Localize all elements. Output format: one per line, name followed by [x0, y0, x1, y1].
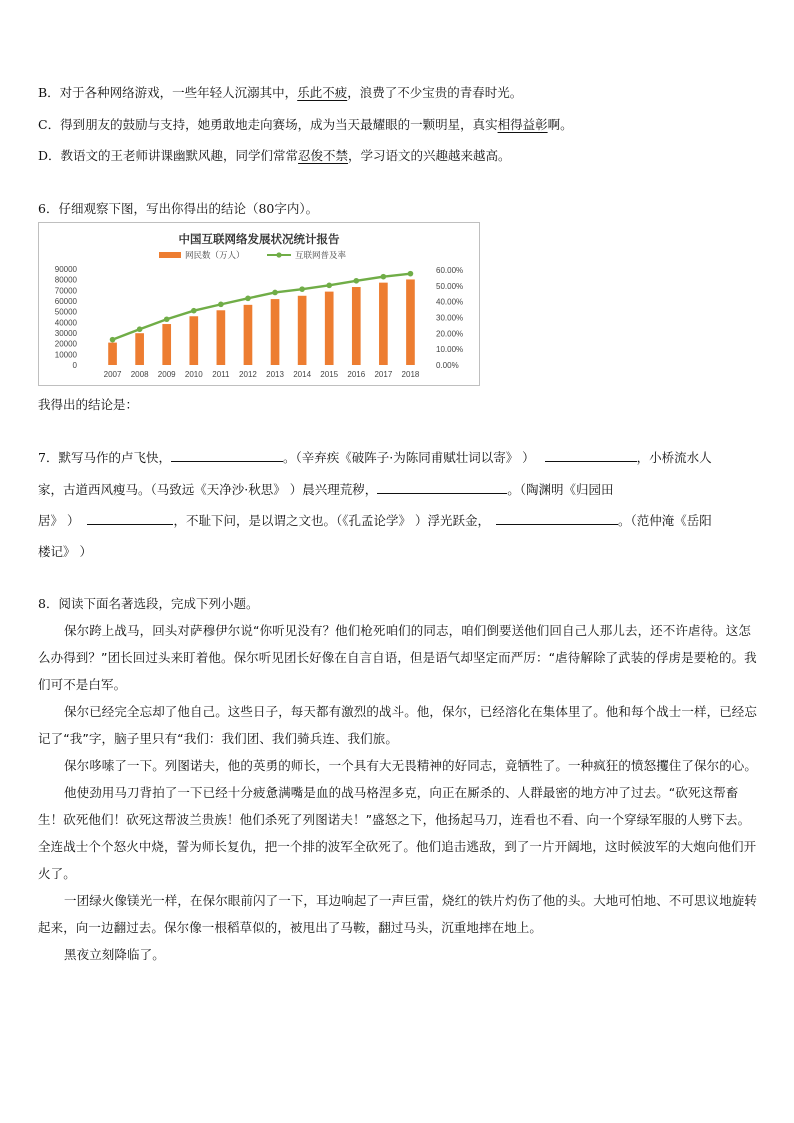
line-point: [137, 326, 143, 332]
chart-title: 中国互联网络发展状况统计报告: [178, 234, 340, 246]
y-axis-left: [55, 265, 78, 370]
y-left-tick-label: 30000: [54, 329, 77, 338]
y-left-tick-label: 40000: [54, 318, 77, 328]
q7-text-3c: 。（范仲淹《岳阳: [617, 513, 712, 528]
y-left-tick-label: 70000: [54, 286, 77, 296]
line-point: [218, 302, 224, 308]
line-point: [299, 286, 305, 292]
line-path: [113, 274, 411, 340]
q5-option-d: [38, 146, 511, 164]
line-point: [408, 271, 414, 277]
internet-chart: [38, 222, 480, 386]
q7-blank-5[interactable]: [496, 512, 618, 525]
line-point: [353, 278, 359, 284]
y-left-tick-label: 50000: [54, 307, 77, 317]
chart-legend: [159, 250, 347, 260]
line-point: [272, 290, 278, 296]
y-right-tick-label: 10.00%: [436, 345, 464, 355]
bar: [162, 324, 171, 365]
y-right-tick-label: 60.00%: [436, 266, 464, 275]
q7-line-2: [38, 480, 613, 498]
y-axis-right: [436, 266, 463, 370]
y-left-tick-label: 60000: [54, 297, 77, 306]
q7-blank-3[interactable]: [377, 481, 507, 494]
bar: [352, 287, 361, 365]
bar: [108, 343, 117, 365]
q6-answer-label: 我得出的结论是：: [38, 397, 139, 412]
q7-text-3b: ，不耻下问，是以谓之文也。（《孔孟论学》 ）浮光跃金，: [173, 513, 490, 528]
x-tick-label: 2018: [401, 370, 420, 379]
x-tick-label: 2009: [157, 370, 176, 379]
q5-option-b-idiom: 乐此不疲: [297, 85, 348, 100]
legend-label-line: 互联网普及率: [295, 250, 347, 260]
x-tick-label: 2014: [293, 370, 312, 379]
chart-svg: [39, 223, 479, 385]
q7-line-4: 楼记》 ）: [38, 544, 92, 559]
bar: [325, 292, 334, 365]
y-left-tick-label: 20000: [54, 339, 77, 349]
line-point: [191, 308, 197, 314]
x-tick-label: 2008: [130, 370, 149, 379]
y-right-tick-label: 20.00%: [436, 329, 464, 339]
bar: [135, 333, 144, 365]
q7-line-3: [38, 511, 712, 529]
bar: [244, 305, 253, 365]
x-axis: [104, 370, 420, 379]
x-tick-label: 2010: [184, 370, 203, 379]
q5-option-d-text-end: ，学习语文的兴趣越来越高。: [348, 148, 511, 163]
y-left-tick-label: 0: [72, 361, 77, 370]
x-tick-label: 2012: [239, 370, 257, 379]
line-point: [110, 337, 116, 343]
y-right-tick-label: 50.00%: [436, 281, 464, 291]
x-tick-label: 2017: [374, 370, 393, 379]
q5-option-c-text: C．得到朋友的鼓励与支持，她勇敢地走向赛场，成为当天最耀眼的一颗明星，真实: [38, 117, 498, 132]
bar: [406, 279, 415, 365]
q7-blank-2[interactable]: [545, 449, 637, 462]
q5-option-d-idiom: 忍俊不禁: [298, 148, 349, 163]
q5-option-b-text: B．对于各种网络游戏，一些年轻人沉溺其中，: [38, 85, 298, 100]
q7-text-3a: 居》 ）: [38, 513, 80, 528]
bar-series: [108, 279, 415, 365]
legend-marker-line: [276, 252, 281, 257]
q8-passage: [38, 617, 758, 968]
q5-option-c-idiom: 相得益彰: [497, 117, 548, 132]
bar: [298, 296, 307, 365]
q7-blank-4[interactable]: [87, 512, 173, 525]
bar: [271, 299, 280, 365]
q5-option-c-text-end: 啊。: [547, 117, 573, 132]
line-series: [110, 271, 414, 343]
x-tick-label: 2007: [103, 370, 122, 379]
q8-paragraph-3: 保尔哆嗦了一下。列图诺夫，他的英勇的师长，一个具有大无畏精神的好同志，竟牺牲了。一种疯狂的愤怒攫住了保尔的心。: [64, 758, 758, 773]
x-tick-label: 2011: [212, 370, 230, 379]
q8-prompt: 8．阅读下面名著选段，完成下列小题。: [38, 596, 259, 611]
x-tick-label: 2013: [266, 370, 284, 379]
legend-swatch-bar: [159, 252, 181, 258]
q6-prompt: 6．仔细观察下图，写出你得出的结论（80字内）。: [38, 201, 319, 216]
q8-paragraph-2: 保尔已经完全忘却了他自己。这些日子，每天都有激烈的战斗。他，保尔，已经溶化在集体里了。他和每个战士一样，已经忘记了“我”字，脑子里只有“我们：我们团、我们骑兵连、我们旅。: [38, 704, 758, 746]
bar: [379, 283, 388, 365]
q7-text-2b: 。（陶渊明《归园田: [507, 482, 614, 497]
q7-text-1a: 7．默写马作的卢飞快，: [38, 450, 171, 465]
line-point: [381, 274, 387, 280]
q8-paragraph-6: 黑夜立刻降临了。: [64, 947, 165, 962]
q5-option-b-text-end: ，浪费了不少宝贵的青春时光。: [347, 85, 523, 100]
bar: [217, 310, 226, 365]
legend-label-bar: 网民数（万人）: [185, 250, 245, 260]
q5-option-c: [38, 115, 573, 133]
x-tick-label: 2016: [347, 370, 366, 379]
q8-paragraph-4: 他使劲用马刀背拍了一下已经十分疲惫满嘴是血的战马格涅多克，向正在厮杀的、人群最密的地方冲了过去。“砍死这帮畜生！砍死他们！砍死这帮波兰贵族！他们杀死了列图诺夫！”盛怒之下，他扬起马刀，连看也不看、向一个穿绿军服的人劈下去。全连战士个个怒火中烧，誓为师长复仇，把一个排的波军全砍死了。他们追击逃敌，到了一片开阔地，这时候波军的大炮向他们开火了。: [38, 785, 757, 881]
q7-blank-1[interactable]: [171, 449, 283, 462]
q5-option-d-text: D．教语文的王老师讲课幽默风趣，同学们常常: [38, 148, 299, 163]
y-right-tick-label: 40.00%: [436, 297, 464, 307]
q7-text-2a: 家，古道西风瘦马。（马致远《天净沙·秋思》 ）晨兴理荒秽，: [38, 482, 378, 497]
q5-option-b: [38, 83, 522, 101]
line-point: [326, 283, 332, 289]
q8-paragraph-1: 保尔跨上战马，回头对萨穆伊尔说“你听见没有？他们枪死咱们的同志，咱们倒要送他们回自己人那儿去，还不许虐待。这怎么办得到？”团长回过头来盯着他。保尔听见团长好像在自言自语，但是语气却坚定而严厉：“虐待解除了武装的俘虏是要枪的。我们可不是白军。: [38, 623, 757, 692]
q7-line-1: [38, 448, 712, 466]
line-point: [164, 316, 170, 322]
q7-text-1c: ，小桥流水人: [636, 450, 712, 465]
y-left-tick-label: 80000: [54, 275, 77, 285]
y-right-tick-label: 30.00%: [436, 313, 464, 323]
y-left-tick-label: 90000: [54, 265, 77, 274]
x-tick-label: 2015: [320, 370, 339, 379]
q7-text-1b: 。（辛弃疾《破阵子·为陈同甫赋壮词以寄》 ）: [282, 450, 535, 465]
q8-paragraph-5: 一团绿火像镁光一样，在保尔眼前闪了一下，耳边响起了一声巨雷，烧红的铁片灼伤了他的头。大地可怕地、不可思议地旋转起来，向一边翻过去。保尔像一根稻草似的，被甩出了马鞍，翻过马头，沉重地摔在地上。: [38, 893, 758, 935]
line-point: [245, 296, 251, 302]
bar: [189, 316, 198, 365]
y-left-tick-label: 10000: [54, 350, 77, 360]
y-right-tick-label: 0.00%: [436, 361, 459, 370]
